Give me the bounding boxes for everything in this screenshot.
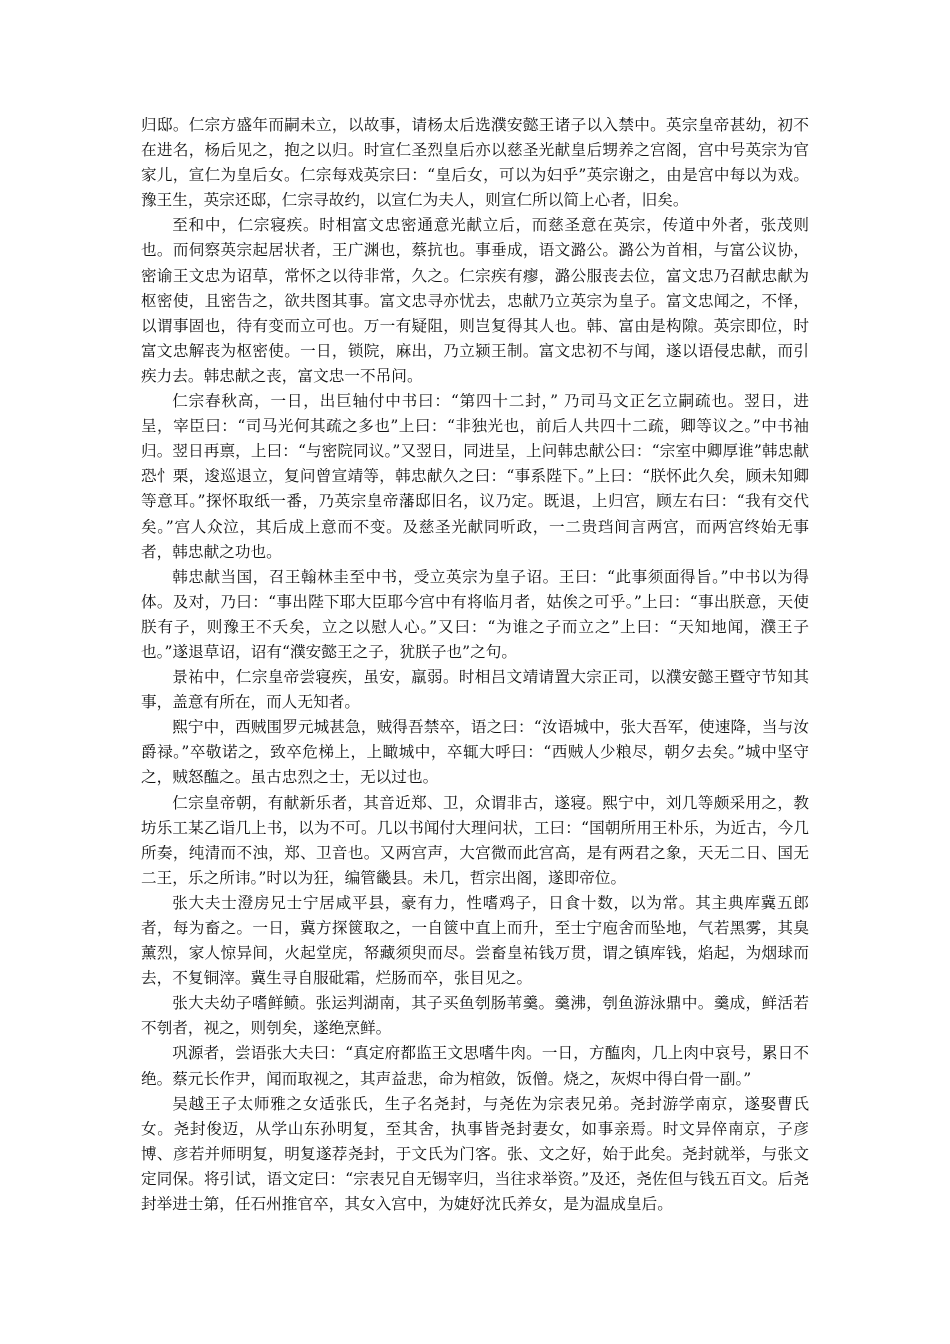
paragraph: 巩源者，尝语张大夫曰：“真定府都监王文思嗜牛肉。一日，方醢肉，几上肉中哀号，累日不绝。蔡元长作尹，闻而取视之，其声益悲，命为棺敛，饭僧。烧之，灰烬中得白骨一副。” [141, 1044, 809, 1088]
paragraph: 张大夫幼子嗜鲜鲼。张运判湖南，其子买鱼刳肠苇羹。羹沸，刳鱼游泳鼎中。羹成，鲜活若不刳者，视之，则刳矣，遂绝烹鲜。 [141, 994, 809, 1038]
paragraph: 张大夫士澄房兄士宁居咸平县，豪有力，性嗜鸡子，日食十数，以为常。其主典库冀五郎者，每为畜之。一日，冀方探篋取之，一自篋中直上而升，至士宁庖舍而坠地，气若黑雾，其臭薰烈，家人惊异间，火起堂庑，帑藏须臾而尽。尝畜皇祐钱万贯，谓之镇库钱，焰起，为烟球而去，不复铜滓。冀生寻自服砒霜，烂肠而卒，张目见之。 [141, 893, 809, 988]
paragraph: 仁宗皇帝朝，有献新乐者，其音近郑、卫，众谓非古，遂寝。熙宁中，刘几等颇采用之，教坊乐工某乙诣几上书，以为不可。几以书闻付大理问状，工曰：“国朝所用王朴乐，为近古，今几所奏，纯清而不浊，郑、卫音也。又两宫声，大宫微而此宫高，是有两君之象，天无二日、国无二王，乐之所讳。”时以为狂，编管畿县。未几，哲宗出阁，遂即帝位。 [141, 793, 809, 887]
paragraph: 至和中，仁宗寝疾。时相富文忠密通意光献立后，而慈圣意在英宗，传道中外者，张茂则也。而伺察英宗起居状者，王广渊也，蔡抗也。事垂成，语文潞公。潞公为首相，与富公议协，密谕王文忠为诏草，常怀之以待非常，久之。仁宗疾有瘳，潞公服丧去位，富文忠乃召献忠献为枢密使，且密告之，欲共图其事。富文忠寻亦忧去，忠献乃立英宗为皇子。富文忠闻之，不怿，以谓事固也，待有变而立可也。万一有疑阻，则岂复得其人也。韩、富由是构隙。英宗即位，时富文忠解丧为枢密使。一日，锁院，麻出，乃立颍王制。富文忠初不与闻，遂以语侵忠献，而引疾力去。韩忠献之丧，富文忠一不吊问。 [141, 216, 809, 385]
paragraph: 熙宁中，西贼围罗元城甚急，贼得吾禁卒，语之曰：“汝语城中，张大吾军，使速降，当与汝爵禄。”卒敬诺之，致卒危梯上，上瞰城中，卒辄大呼曰：“西贼人少粮尽，朝夕去矣。”城中坚守之，贼怒醢之。虽古忠烈之士，无以过也。 [141, 718, 809, 787]
paragraph: 韩忠献当国，召王翰林圭至中书，受立英宗为皇子诏。王曰：“此事须面得旨。”中书以为得体。及对，乃曰：“事出陛下耶大臣耶今宫中有将临月者，姑俟之可乎。”上曰：“事出朕意，天使朕有子，则豫王不夭矣，立之以慰人心。”又曰：“为谁之子而立之”上曰：“天知地闻，濮王子也。”遂退草诏，诏有“濮安懿王之子，犹朕子也”之句。 [141, 567, 809, 661]
body-text [141, 113, 809, 1217]
paragraph: 吴越王子太师雅之女适张氏，生子名尧封，与尧佐为宗表兄弟。尧封游学南京，遂娶曹氏女。尧封俊迈，从学山东孙明复，至其舍，执事皆尧封妻女，如事亲焉。时文异倅南京，子彦博、彦若并师明复，明复遂荐尧封，于文氏为门客。张、文之好，始于此矣。尧封就举，与张文定同保。将引试，语文定曰：“宗表兄自无锡宰归，当往求举资。”及还，尧佐但与钱五百文。后尧封举进士第，任石州推官卒，其女入宫中，为婕妤沈氏养女，是为温成皇后。 [141, 1094, 809, 1214]
paragraph: 归邸。仁宗方盛年而嗣未立，以故事，请杨太后选濮安懿王诸子以入禁中。英宗皇帝甚幼，初不在进名，杨后见之，抱之以归。时宣仁圣烈皇后亦以慈圣光献皇后甥养之宫阁，宫中号英宗为官家儿，宣仁为皇后女。仁宗每戏英宗曰：“皇后女，可以为妇乎”英宗谢之，由是宫中每以为戏。豫王生，英宗还邸，仁宗寻故约，以宣仁为夫人，则宣仁所以简上心者，旧矣。 [141, 116, 809, 210]
paragraph: 景祐中，仁宗皇帝尝寝疾，虽安，羸弱。时相吕文靖请置大宗正司，以濮安懿王暨守节知其事，盖意有所在，而人无知者。 [141, 668, 809, 712]
paragraph: 仁宗春秋高，一日，出巨轴付中书曰：“第四十二封，” 乃司马文正乞立嗣疏也。翌日，进呈，宰臣曰：“司马光何其疏之多也”上曰：“非独光也，前后人共四十二疏，卿等议之。”中书袖归。翌日再禀，上曰：“与密院同议。”又翌日，同进呈，上问韩忠献公曰：“宗室中卿厚谁”韩忠献恐忄栗，逡巡退立，复问曾宣靖等，韩忠献久之曰：“事系陛下。”上曰：“朕怀此久矣，顾未知卿等意耳。”探怀取纸一番，乃英宗皇帝藩邸旧名，议乃定。既退，上归宫，顾左右曰：“我有交代矣。”宫人众泣，其后成上意而不变。及慈圣光献同听政，一二贵珰间言两宫，而两宫终始无事者，韩忠献之功也。 [141, 392, 809, 561]
